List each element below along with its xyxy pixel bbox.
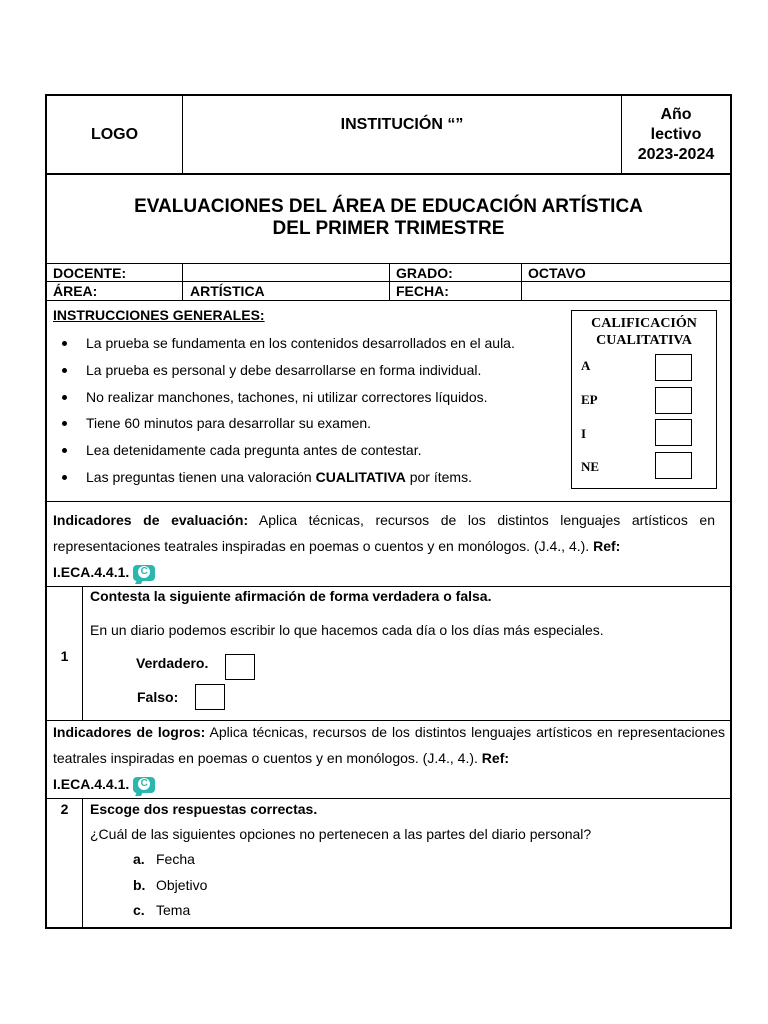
fecha-label: FECHA: [396,283,449,299]
option-letter: a. [133,851,145,867]
instructions-heading: INSTRUCCIONES GENERALES: [53,307,265,323]
instruction-text: Las preguntas tienen una valoración [86,468,316,485]
grading-level-ne: NE [581,459,600,474]
grading-checkbox-i[interactable] [655,419,692,446]
indicator-text: Aplica técnicas, recursos de los distintos lenguajes artísticos en representaciones teatrales inspiradas en poemas o cuentos y en monólogos. (J.4., 4.). [53,724,726,766]
grading-checkbox-ne[interactable] [655,452,692,479]
page-title-line-1: EVALUACIONES DEL ÁREA DE EDUCACIÓN ARTÍSTICA [134,196,643,217]
grading-title-line-2: CUALITATIVA [596,333,692,348]
school-year-label-1: Año [660,106,692,123]
grading-title-line-1: CALIFICACIÓN [591,316,697,331]
achievement-indicator [53,719,725,797]
indicator-ref-label: Ref: [593,538,621,554]
docente-label: DOCENTE: [53,264,127,281]
area-value: ARTÍSTICA [190,283,265,299]
option-text: Fecha [156,851,195,867]
option-letter: b. [133,877,146,893]
question-number: 2 [60,801,69,817]
grado-value: OCTAVO [528,264,586,281]
true-option-label: Verdadero. [136,655,209,671]
instructions-list [62,330,562,491]
option-text: Tema [156,902,191,918]
answer-option[interactable] [133,877,207,893]
instruction-item: La prueba es personal y debe desarrollarse en forma individual. [62,357,562,384]
option-text: Objetivo [156,877,208,893]
comment-icon[interactable]: C [133,565,155,581]
school-year-value: 2023-2024 [637,146,715,163]
instruction-item: Tiene 60 minutos para desarrollar su examen. [62,410,562,437]
question-instruction: Escoge dos respuestas correctas. [90,801,318,817]
indicator-text: Aplica técnicas, recursos de los distintos lenguajes artísticos en representaciones teatrales inspiradas en poemas o cuentos y en monólogos. (J.4., 4.). [53,512,715,554]
answer-option[interactable] [133,902,190,918]
school-year [622,105,730,165]
grading-checkbox-ep[interactable] [655,387,692,414]
question-text: ¿Cuál de las siguientes opciones no pertenecen a las partes del diario personal? [90,826,592,842]
logo-placeholder: LOGO [90,125,139,143]
page-title-line-2: DEL PRIMER TRIMESTRE [272,218,505,239]
school-year-label-2: lectivo [650,126,702,143]
grading-level-a: A [581,358,591,373]
question-number: 1 [60,648,69,664]
question-instruction: Contesta la siguiente afirmación de forma verdadera o falsa. [90,588,492,604]
grading-level-i: I [581,426,587,441]
instruction-item: No realizar manchones, tachones, ni utilizar correctores líquidos. [62,384,562,411]
docente-field[interactable] [190,264,385,281]
grado-label: GRADO: [396,264,453,281]
question-statement: En un diario podemos escribir lo que hacemos cada día o los días más especiales. [90,622,604,638]
instruction-item [62,464,562,491]
grading-checkbox-a[interactable] [655,354,692,381]
grading-title [571,315,717,349]
instruction-text: por ítems. [405,468,472,485]
fecha-field[interactable] [528,282,728,300]
false-checkbox[interactable] [195,684,225,710]
area-label: ÁREA: [53,283,98,299]
instruction-item: La prueba se fundamenta en los contenidos desarrollados en el aula. [62,330,562,357]
evaluation-indicator [53,507,715,585]
false-option-label: Falso: [137,689,179,705]
page-title [47,196,730,240]
comment-icon[interactable]: C [133,777,155,793]
option-letter: c. [133,902,145,918]
instruction-item: Lea detenidamente cada pregunta antes de contestar. [62,437,562,464]
indicator-ref-code: I.ECA.4.4.1. [53,776,130,792]
answer-option[interactable] [133,851,195,867]
indicator-label: Indicadores de evaluación: [53,512,249,528]
institution-name: INSTITUCIÓN “” [340,116,464,133]
indicator-label: Indicadores de logros: [53,724,206,740]
instruction-bold: CUALITATIVA [315,468,406,485]
indicator-ref-label: Ref: [481,750,510,766]
indicator-ref-code: I.ECA.4.4.1. [53,564,130,580]
true-checkbox[interactable] [225,654,255,680]
grading-level-ep: EP [581,392,598,407]
